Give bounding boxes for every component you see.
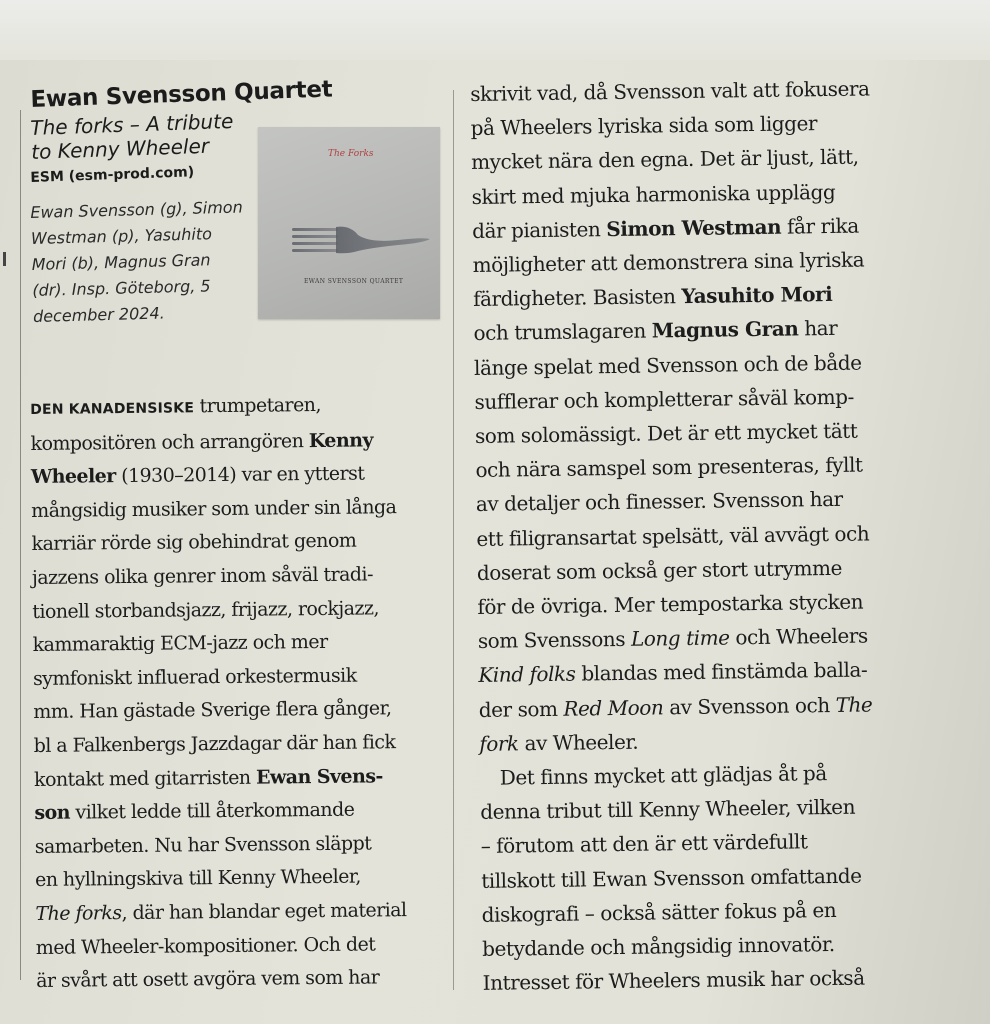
text-line <box>30 423 444 461</box>
text-span: Det finns mycket att glädjas åt på <box>499 761 827 790</box>
personnel-line: Westman (p), Yasuhito <box>30 224 213 248</box>
text-line: samarbeten. Nu har Svensson släppt <box>34 832 372 858</box>
text-line: – förutom att den är ett värdefullt <box>480 829 808 859</box>
text-line <box>31 457 445 495</box>
text-line: tionell storbandsjazz, frijazz, rockjazz, <box>32 596 380 623</box>
text-line: Intresset för Wheelers musik har också <box>482 965 865 996</box>
text-line: skirt med mjuka harmoniska upplägg <box>471 179 836 209</box>
text-span: der som <box>478 696 564 722</box>
record-label: ESM (esm-prod.com) <box>30 164 195 186</box>
name-bold: Simon Westman <box>606 214 782 241</box>
text-span: av Wheeler. <box>518 729 639 756</box>
text-line: diskografi – också sätter fokus på en <box>481 897 837 927</box>
text-line <box>30 388 444 428</box>
name-bold: son <box>34 801 71 825</box>
text-line: sufflerar och kompletterar såväl komp- <box>474 384 854 414</box>
page-edge-mark <box>3 252 6 266</box>
text-line: och nära samspel som presenteras, fyllt <box>475 452 863 483</box>
text-line: ett filigransartat spelsätt, väl avvägt och <box>476 521 870 551</box>
text-line: är svårt att osett avgöra vem som har <box>36 966 380 993</box>
right-column-body <box>470 70 953 1000</box>
text-line: betydande och mångsidig innovatör. <box>482 932 835 961</box>
personnel-line: (dr). Insp. Göteborg, 5 <box>32 276 211 300</box>
name-bold: Ewan Svens- <box>255 764 383 789</box>
name-bold: Yasuhito Mori <box>681 282 833 309</box>
text-span: (1930–2014) var en ytterst <box>115 462 365 488</box>
album-title <box>30 108 262 164</box>
lead-in: DEN KANADENSISKE <box>30 400 195 418</box>
text-span: där pianisten <box>471 216 607 243</box>
left-column-body <box>30 388 450 999</box>
text-span: och Wheelers <box>729 623 868 650</box>
text-line <box>34 759 448 797</box>
band-name: Ewan Svensson Quartet <box>30 76 333 113</box>
name-bold: Magnus Gran <box>651 316 799 343</box>
personnel-line: december 2024. <box>32 303 165 326</box>
text-line: av detaljer och finesser. Svensson har <box>475 487 843 517</box>
text-line: mångsidig musiker som under sin långa <box>31 495 397 522</box>
text-line: möjligheter att demonstrera sina lyriska <box>472 247 865 277</box>
middle-column-rule <box>453 90 454 990</box>
text-span: färdigheter. Basisten <box>472 284 682 312</box>
song-italic: The <box>835 692 873 717</box>
album-title-line: to Kenny Wheeler <box>30 133 210 164</box>
song-italic: Long time <box>630 625 730 652</box>
text-span: vilket ledde till återkommande <box>69 798 355 824</box>
text-span: kontakt med gitarristen <box>33 766 257 791</box>
personnel-credits <box>30 194 263 330</box>
cover-artist: EWAN SVENSSON QUARTET <box>304 278 404 285</box>
text-line: med Wheeler-kompositioner. Och det <box>35 932 376 959</box>
song-italic: Red Moon <box>563 695 664 721</box>
text-line: för de övriga. Mer tempostarka stycken <box>477 589 864 619</box>
text-span: har <box>798 316 838 341</box>
name-bold: Kenny <box>308 429 374 452</box>
song-italic: Kind folks <box>478 662 576 688</box>
text-span: får rika <box>780 213 859 239</box>
text-line: mycket nära den egna. Det är ljust, lätt, <box>471 144 859 175</box>
left-column-rule <box>20 110 21 980</box>
text-line: skrivit vad, då Svensson valt att fokusera <box>470 76 870 106</box>
text-line: som solomässigt. Det är ett mycket tätt <box>474 418 858 448</box>
text-span: och trumslagaren <box>473 318 652 346</box>
name-bold: Wheeler <box>30 465 116 489</box>
text-line <box>35 894 449 932</box>
text-span: trumpetaren, <box>193 393 322 418</box>
album-cover <box>258 127 440 319</box>
page-top-edge <box>0 0 990 60</box>
text-line: bl a Falkenbergs Jazzdagar där han fick <box>33 731 396 757</box>
text-line: mm. Han gästade Sverige flera gånger, <box>33 697 392 724</box>
text-line: karriär rörde sig obehindrat genom <box>31 529 357 556</box>
text-line: denna tribut till Kenny Wheeler, vilken <box>480 794 856 825</box>
album-italic: The forks <box>35 901 122 925</box>
text-span: , där han blandar eget material <box>121 898 407 924</box>
cover-title: The Forks <box>328 149 374 159</box>
text-span: av Svensson och <box>663 692 836 720</box>
text-span: kompositören och arrangören <box>30 429 309 455</box>
text-line: symfoniskt influerad orkestermusik <box>32 664 357 690</box>
text-span: som Svenssons <box>477 627 632 654</box>
text-line <box>34 793 448 831</box>
text-line: kammaraktig ECM-jazz och mer <box>32 631 328 657</box>
text-line: på Wheelers lyriska sida som ligger <box>470 111 818 141</box>
text-line: en hyllningskiva till Kenny Wheeler, <box>34 865 361 892</box>
text-line: doserat som också ger stort utrymme <box>476 555 843 585</box>
text-line: länge spelat med Svensson och de både <box>473 350 862 380</box>
text-line: jazzens olika genrer inom såväl tradi- <box>31 563 373 589</box>
text-span: blandas med finstämda balla- <box>575 657 868 687</box>
song-italic: fork <box>479 731 519 756</box>
personnel-line: Mori (b), Magnus Gran <box>31 250 211 274</box>
album-title-line: The forks – A tribute <box>30 108 234 140</box>
personnel-line: Ewan Svensson (g), Simon <box>30 197 243 222</box>
text-line: tillskott till Ewan Svensson omfattande <box>481 863 862 893</box>
